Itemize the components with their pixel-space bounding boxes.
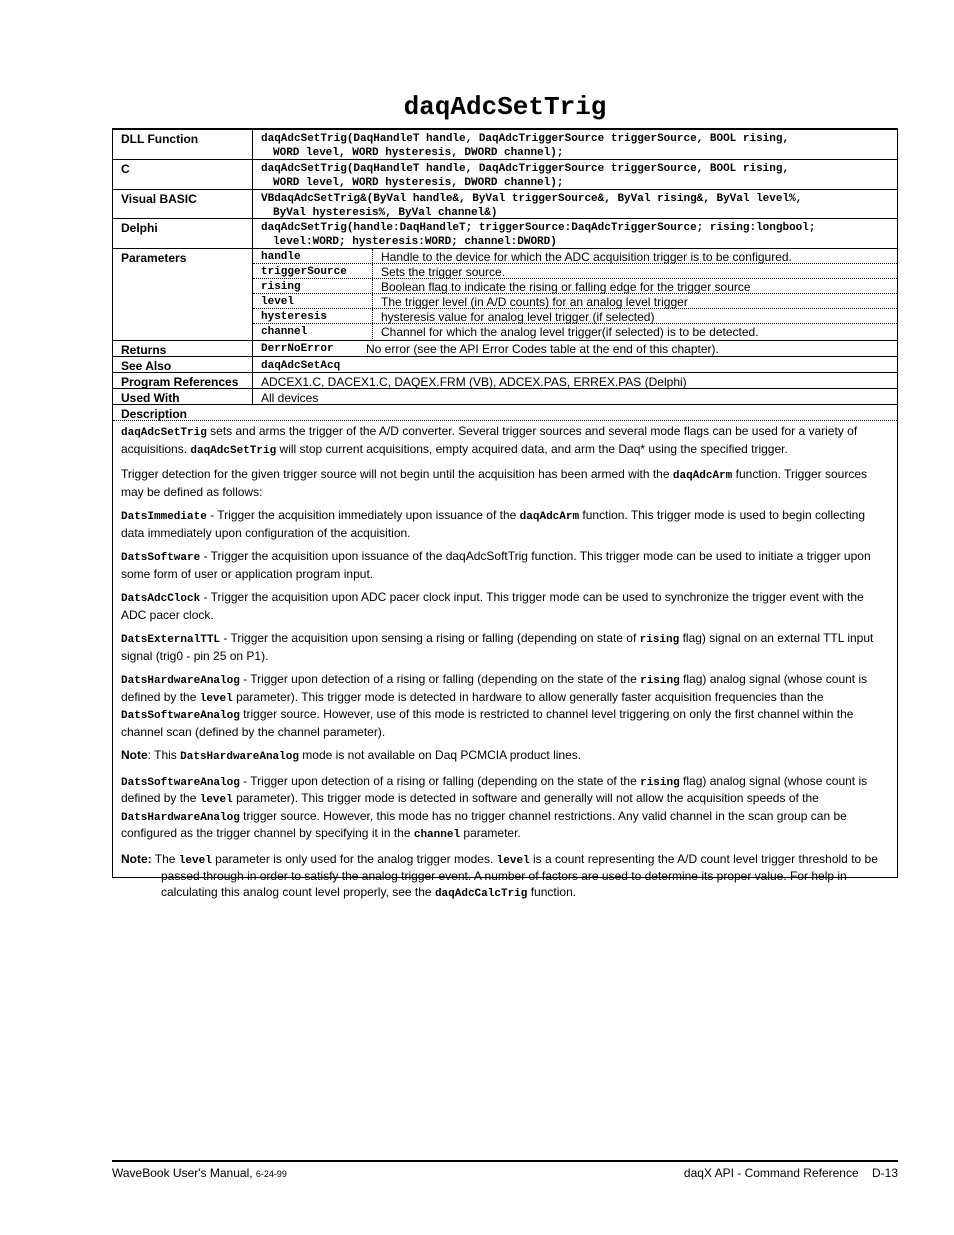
row-label: DLL Function bbox=[113, 130, 253, 159]
parameter-name: rising bbox=[261, 281, 301, 293]
parameter-desc: Sets the trigger source. bbox=[372, 264, 897, 278]
return-code: DerrNoError bbox=[261, 343, 334, 355]
row-label: Used With bbox=[113, 389, 253, 404]
row-label: Returns bbox=[113, 341, 253, 356]
c-signature: daqAdcSetTrig(DaqHandleT handle, DaqAdcTriggerSource triggerSource, BOOL rising, WORD level, WORD hysteresis, DWORD channel); bbox=[261, 163, 790, 189]
parameter-row bbox=[253, 294, 897, 309]
description-paragraph: Trigger detection for the given trigger source will not begin until the acquisition has been armed with the daqAdcArm function. Trigger sources may be defined as follows: bbox=[121, 467, 868, 499]
reference-table bbox=[112, 128, 898, 900]
parameter-row bbox=[253, 324, 897, 339]
trigger-source-hardware-analog: DatsHardwareAnalog - Trigger upon detection of a rising or falling (depending on the state of the rising flag) analog signal (whose count is defined by the level parameter). This trigger mode is detected in hardware to allow generally faster acquisition frequencies than the DatsSoftwareAnalog trigger source. However, use of this mode is restricted to channel level triggering on only the first channel within the channel scan (defined by the channel parameter). bbox=[121, 672, 868, 739]
description-body bbox=[121, 424, 891, 910]
trigger-source-software: DatsSoftware - Trigger the acquisition upon issuance of the daqAdcSoftTrig function. This trigger mode can be used to initiate a trigger upon some form of user or application program input. bbox=[121, 549, 871, 581]
parameter-desc: Handle to the device for which the ADC acquisition trigger is to be configured. bbox=[372, 249, 897, 263]
parameter-name: channel bbox=[261, 326, 308, 338]
parameter-desc: hysteresis value for analog level trigger (if selected) bbox=[372, 309, 897, 323]
see-also-link: daqAdcSetAcq bbox=[261, 360, 341, 372]
parameter-name: level bbox=[261, 296, 295, 308]
parameter-name: triggerSource bbox=[261, 266, 347, 278]
used-with-value: All devices bbox=[261, 391, 319, 405]
parameter-name: handle bbox=[261, 251, 301, 263]
trigger-source-adc-clock: DatsAdcClock - Trigger the acquisition upon ADC pacer clock input. This trigger mode can be used to synchronize the trigger event with the ADC pacer clock. bbox=[121, 590, 864, 622]
parameter-row bbox=[253, 264, 897, 279]
parameter-row bbox=[253, 309, 897, 324]
row-visual-basic bbox=[113, 190, 897, 219]
row-label: Parameters bbox=[113, 249, 253, 340]
trigger-source-software-analog: DatsSoftwareAnalog - Trigger upon detection of a rising or falling (depending on the state of the rising flag) analog signal (whose count is defined by the level parameter). This trigger mode is detected in software and generally will not allow the acquisition speeds of the DatsHardwareAnalog trigger source. However, this mode has no trigger channel restrictions. Any valid channel in the scan group can be configured as the trigger channel by specifying it in the channel parameter. bbox=[121, 773, 868, 841]
row-delphi bbox=[113, 219, 897, 249]
return-desc: No error (see the API Error Codes table at the end of this chapter). bbox=[366, 342, 719, 356]
vb-signature: VBdaqAdcSetTrig&(ByVal handle&, ByVal triggerSource&, ByVal rising&, ByVal level%, ByVal hysteresis%, ByVal channel&) bbox=[261, 193, 803, 219]
description-paragraph: daqAdcSetTrig sets and arms the trigger of the A/D converter. Several trigger sources and several mode flags can be used for a variety of acquisitions. daqAdcSetTrig will stop current acquisitions, empty acquired data, and arm the Daq* using the specified trigger. bbox=[121, 424, 858, 457]
program-references-value: ADCEX1.C, DACEX1.C, DAQEX.FRM (VB), ADCEX.PAS, ERREX.PAS (Delphi) bbox=[261, 375, 687, 389]
parameter-desc: Boolean flag to indicate the rising or falling edge for the trigger source bbox=[372, 279, 897, 293]
parameter-desc: The trigger level (in A/D counts) for an analog level trigger bbox=[372, 294, 897, 308]
row-program-references bbox=[113, 373, 897, 389]
page-footer bbox=[112, 1160, 898, 1180]
footer-manual-title: WaveBook User's Manual, 6-24-99 bbox=[112, 1166, 287, 1180]
row-description bbox=[113, 405, 897, 421]
row-parameters bbox=[113, 249, 897, 341]
dll-signature: daqAdcSetTrig(DaqHandleT handle, DaqAdcTriggerSource triggerSource, BOOL rising, WORD level, WORD hysteresis, DWORD channel); bbox=[261, 133, 790, 159]
row-label: C bbox=[113, 160, 253, 189]
note-paragraph: Note: This DatsHardwareAnalog mode is not available on Daq PCMCIA product lines. bbox=[121, 748, 582, 763]
row-label: Delphi bbox=[113, 219, 253, 248]
row-returns bbox=[113, 341, 897, 357]
footer-page-ref: daqX API - Command Reference D-13 bbox=[683, 1166, 898, 1180]
row-label: Program References bbox=[113, 373, 253, 388]
row-label: Visual BASIC bbox=[113, 190, 253, 218]
parameter-desc: Channel for which the analog level trigger(if selected) is to be detected. bbox=[372, 324, 897, 339]
row-label: See Also bbox=[113, 357, 253, 372]
trigger-source-immediate: DatsImmediate - Trigger the acquisition immediately upon issuance of the daqAdcArm function. This trigger mode is used to begin collecting data immediately upon configuration of the acquisition. bbox=[121, 508, 866, 540]
note-paragraph: Note: The level parameter is only used for the analog trigger modes. level is a count representing the A/D count level trigger threshold to be passed through in order to satisfy the analog trigger event. A number of factors are used to determine its proper value. For help in calculating this analog count level properly, see the daqAdcCalcTrig function. bbox=[121, 851, 878, 900]
trigger-source-external-ttl: DatsExternalTTL - Trigger the acquisition upon sensing a rising or falling (depending on state of rising flag) signal on an external TTL input signal (trig0 - pin 25 on P1). bbox=[121, 631, 874, 663]
parameter-row bbox=[253, 249, 897, 264]
row-see-also bbox=[113, 357, 897, 373]
parameter-name: hysteresis bbox=[261, 311, 328, 323]
row-label: Description bbox=[121, 407, 188, 421]
delphi-signature: daqAdcSetTrig(handle:DaqHandleT; triggerSource:DaqAdcTriggerSource; rising:longbool; level:WORD; hysteresis:WORD; channel:DWORD) bbox=[261, 222, 816, 248]
page-title: daqAdcSetTrig bbox=[403, 92, 607, 122]
row-c bbox=[113, 160, 897, 190]
parameter-row bbox=[253, 279, 897, 294]
row-dll-function bbox=[113, 130, 897, 160]
row-used-with bbox=[113, 389, 897, 405]
